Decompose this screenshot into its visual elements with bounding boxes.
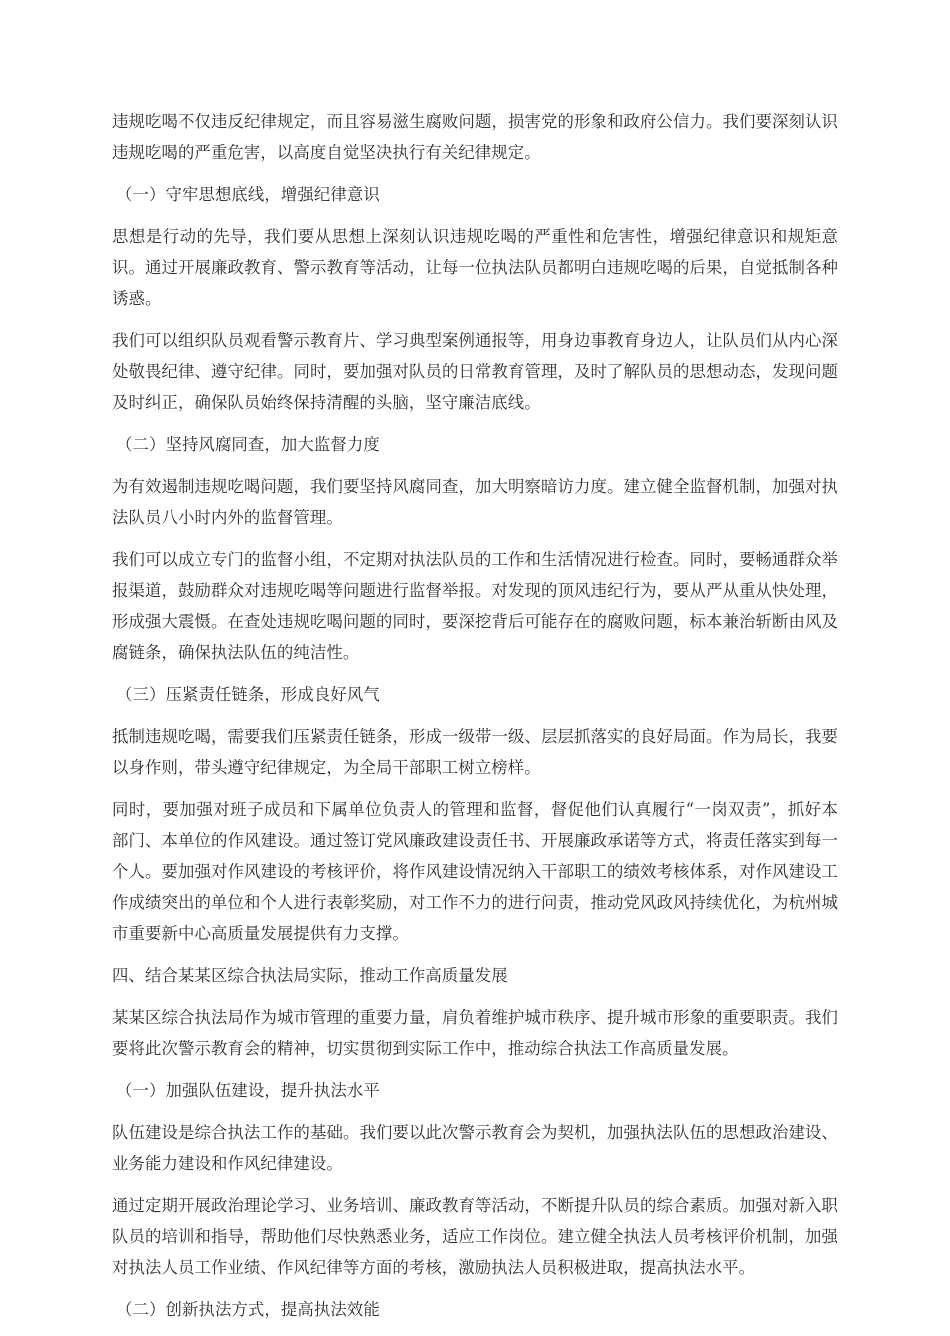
sub-heading: （二）坚持风腐同查，加大监督力度 (116, 435, 380, 454)
sub-heading: （一）加强队伍建设，提升执法水平 (116, 1081, 380, 1100)
body-paragraph: 我们可以组织队员观看警示教育片、学习典型案例通报等，用身边事教育身边人，让队员们从内心深处敬畏纪律、遵守纪律。同时，要加强对队员的日常教育管理，及时了解队员的思想动态，发现问题及时纠正，确保队员始终保持清醒的头脑，坚守廉洁底线。 (112, 331, 838, 412)
body-paragraph: 抵制违规吃喝，需要我们压紧责任链条，形成一级带一级、层层抓落实的良好局面。作为局长，我要以身作则，带头遵守纪律规定，为全局干部职工树立榜样。 (112, 727, 838, 777)
body-paragraph: 某某区综合执法局作为城市管理的重要力量，肩负着维护城市秩序、提升城市形象的重要职责。我们要将此次警示教育会的精神，切实贯彻到实际工作中，推动综合执法工作高质量发展。 (112, 1008, 838, 1058)
sub-heading: （二）创新执法方式，提高执法效能 (116, 1300, 380, 1319)
document-page (112, 106, 838, 1336)
sub-heading: （一）守牢思想底线，增强纪律意识 (116, 185, 380, 204)
section-heading: 四、结合某某区综合执法局实际，推动工作高质量发展 (112, 966, 508, 985)
body-paragraph: 同时，要加强对班子成员和下属单位负责人的管理和监督，督促他们认真履行“一岗双责”，抓好本部门、本单位的作风建设。通过签订党风廉政建设责任书、开展廉政承诺等方式，将责任落实到每一个人。要加强对作风建设的考核评价，将作风建设情况纳入干部职工的绩效考核体系，对作风建设工作成绩突出的单位和个人进行表彰奖励，对工作不力的进行问责，推动党风政风持续优化，为杭州城市重要新中心高质量发展提供有力支撑。 (112, 800, 838, 943)
body-paragraph: 思想是行动的先导，我们要从思想上深刻认识违规吃喝的严重性和危害性，增强纪律意识和规矩意识。通过开展廉政教育、警示教育等活动，让每一位执法队员都明白违规吃喝的后果，自觉抵制各种诱惑。 (112, 227, 838, 308)
body-paragraph: 队伍建设是综合执法工作的基础。我们要以此次警示教育会为契机，加强执法队伍的思想政治建设、业务能力建设和作风纪律建设。 (112, 1123, 838, 1173)
sub-heading: （三）压紧责任链条，形成良好风气 (116, 685, 380, 704)
body-paragraph: 为有效遏制违规吃喝问题，我们要坚持风腐同查，加大明察暗访力度。建立健全监督机制，加强对执法队员八小时内外的监督管理。 (112, 477, 838, 527)
body-paragraph: 我们可以成立专门的监督小组，不定期对执法队员的工作和生活情况进行检查。同时，要畅通群众举报渠道，鼓励群众对违规吃喝等问题进行监督举报。对发现的顶风违纪行为，要从严从重从快处理，形成强大震慑。在查处违规吃喝问题的同时，要深挖背后可能存在的腐败问题，标本兼治斩断由风及腐链条，确保执法队伍的纯洁性。 (112, 550, 838, 662)
body-paragraph: 通过定期开展政治理论学习、业务培训、廉政教育等活动，不断提升队员的综合素质。加强对新入职队员的培训和指导，帮助他们尽快熟悉业务，适应工作岗位。建立健全执法人员考核评价机制，加强对执法人员工作业绩、作风纪律等方面的考核，激励执法人员积极进取，提高执法水平。 (112, 1196, 838, 1277)
body-paragraph: 违规吃喝不仅违反纪律规定，而且容易滋生腐败问题，损害党的形象和政府公信力。我们要深刻认识违规吃喝的严重危害，以高度自觉坚决执行有关纪律规定。 (112, 112, 838, 162)
